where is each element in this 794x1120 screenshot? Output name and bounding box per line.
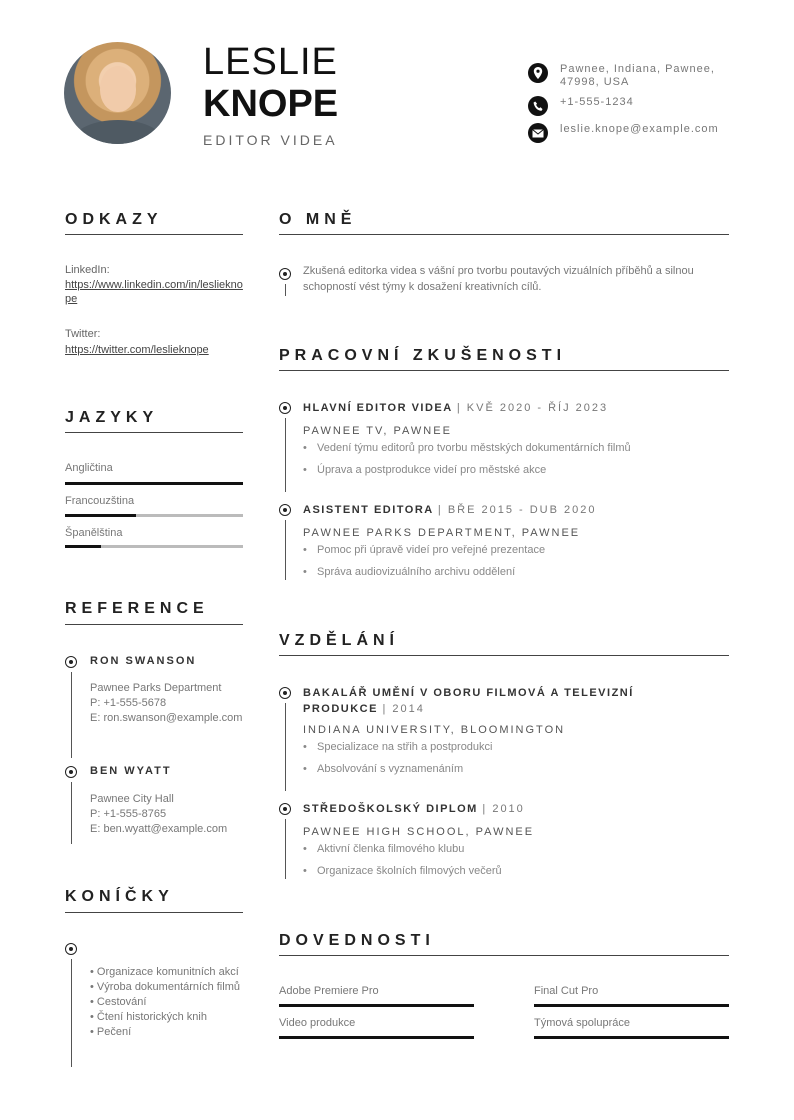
language-level-bar: [65, 482, 243, 485]
education-bullet: • Specializace na střih a postprodukci: [303, 741, 493, 753]
language-name: Angličtina: [65, 462, 113, 474]
reference-phone: P: +1-555-5678: [90, 697, 167, 709]
hobby-item: • Výroba dokumentárních filmů: [90, 981, 240, 993]
hobbies-divider: [65, 912, 243, 913]
contact-email: [528, 123, 730, 143]
job-role: HLAVNÍ EDITOR VIDEA: [303, 402, 453, 414]
timeline-dot-icon: [279, 687, 291, 699]
phone-text: +1-555-1234: [560, 96, 634, 108]
experience-divider: [279, 370, 729, 371]
links-heading: ODKAZY: [65, 211, 163, 228]
linkedin-label: LinkedIn:: [65, 264, 110, 276]
avatar-face: [100, 66, 136, 112]
first-name: LESLIE: [203, 41, 338, 83]
skills-divider: [279, 955, 729, 956]
hobby-item: • Organizace komunitních akcí: [90, 966, 239, 978]
timeline-dot-icon: [279, 504, 291, 516]
language-level-bar: [65, 514, 243, 517]
education-entry-title: [303, 801, 723, 817]
degree-name: BAKALÁŘ UMĚNÍ V OBORU FILMOVÁ A TELEVIZNÍ PRODUKCE: [303, 687, 634, 715]
avatar-shoulders: [74, 120, 162, 144]
job-bullet: • Úprava a postprodukce videí pro městské akce: [303, 464, 547, 476]
language-level-fill: [65, 482, 243, 485]
job-entry-title: [303, 502, 723, 518]
avatar: [64, 42, 171, 144]
phone-icon: [528, 96, 548, 116]
about-heading: O MNĚ: [279, 211, 357, 228]
job-organization: PAWNEE PARKS DEPARTMENT, PAWNEE: [303, 527, 581, 539]
timeline-line: [71, 959, 72, 1067]
location-pin-icon: [528, 63, 548, 83]
education-institution: INDIANA UNIVERSITY, BLOOMINGTON: [303, 724, 566, 736]
language-name: Španělština: [65, 527, 123, 539]
about-divider: [279, 234, 729, 235]
education-bullet: • Absolvování s vyznamenáním: [303, 763, 464, 775]
experience-heading: PRACOVNÍ ZKUŠENOSTI: [279, 347, 567, 364]
twitter-link[interactable]: https://twitter.com/leslieknope: [65, 344, 209, 356]
education-bullet: • Aktivní členka filmového klubu: [303, 843, 465, 855]
email-text: leslie.knope@example.com: [560, 123, 719, 135]
hobbies-heading: KONÍČKY: [65, 888, 174, 905]
job-role: ASISTENT EDITORA: [303, 504, 434, 516]
education-bullet: • Organizace školních filmových večerů: [303, 865, 502, 877]
skill-bar: [279, 1004, 474, 1007]
timeline-line: [285, 284, 286, 296]
reference-name: BEN WYATT: [90, 765, 172, 777]
skill-name: Video produkce: [279, 1017, 356, 1029]
skill-bar: [534, 1004, 729, 1007]
hobby-item: • Čtení historických knih: [90, 1011, 207, 1023]
timeline-line: [71, 782, 72, 844]
references-heading: REFERENCE: [65, 600, 209, 617]
reference-org: Pawnee Parks Department: [90, 682, 222, 694]
skill-name: Final Cut Pro: [534, 985, 599, 997]
timeline-dot-icon: [279, 268, 291, 280]
twitter-label: Twitter:: [65, 328, 101, 340]
timeline-line: [71, 672, 72, 758]
languages-heading: JAZYKY: [65, 409, 159, 426]
reference-email: E: ron.swanson@example.com: [90, 712, 243, 724]
education-entry-title: [303, 685, 703, 717]
hobbies-list: [90, 965, 240, 1040]
job-date: | KVĚ 2020 - ŘÍJ 2023: [456, 402, 609, 414]
reference-name: RON SWANSON: [90, 655, 197, 667]
education-date: | 2014: [382, 703, 425, 715]
education-date: | 2010: [482, 803, 525, 815]
timeline-dot-icon: [65, 656, 77, 668]
references-divider: [65, 624, 243, 625]
job-bullet: • Pomoc při úpravě videí pro veřejné prezentace: [303, 544, 546, 556]
timeline-line: [285, 520, 286, 580]
hobby-item: • Pečení: [90, 1026, 132, 1038]
education-heading: VZDĚLÁNÍ: [279, 632, 399, 649]
hobby-item: • Cestování: [90, 996, 147, 1008]
links-divider: [65, 234, 243, 235]
degree-name: STŘEDOŠKOLSKÝ DIPLOM: [303, 803, 478, 815]
job-title: EDITOR VIDEA: [203, 132, 338, 148]
timeline-line: [285, 418, 286, 492]
language-level-fill: [65, 514, 136, 517]
job-date: | BŘE 2015 - DUB 2020: [437, 504, 597, 516]
languages-divider: [65, 432, 243, 433]
reference-org: Pawnee City Hall: [90, 793, 174, 805]
timeline-dot-icon: [65, 766, 77, 778]
language-level-bar: [65, 545, 243, 548]
job-organization: PAWNEE TV, PAWNEE: [303, 425, 452, 437]
skill-bar: [534, 1036, 729, 1039]
last-name: KNOPE: [203, 83, 339, 125]
about-text: Zkušená editorka videa s vášní pro tvorbu poutavých vizuálních příběhů a silnou schopností vést týmy k dosažení kreativních cílů.: [303, 265, 694, 293]
contact-phone: [528, 96, 730, 116]
language-level-fill: [65, 545, 101, 548]
timeline-dot-icon: [279, 402, 291, 414]
job-bullet: • Správa audiovizuálního archivu oddělení: [303, 566, 516, 578]
job-bullet: • Vedení týmu editorů pro tvorbu městských dokumentárních filmů: [303, 442, 631, 454]
skill-name: Adobe Premiere Pro: [279, 985, 379, 997]
contact-address: [528, 63, 730, 89]
skills-heading: DOVEDNOSTI: [279, 932, 435, 949]
timeline-dot-icon: [65, 943, 77, 955]
timeline-line: [285, 703, 286, 791]
education-divider: [279, 655, 729, 656]
linkedin-link[interactable]: https://www.linkedin.com/in/leslieknope: [65, 279, 243, 305]
reference-email: E: ben.wyatt@example.com: [90, 823, 228, 835]
timeline-dot-icon: [279, 803, 291, 815]
reference-phone: P: +1-555-8765: [90, 808, 167, 820]
address-text: Pawnee, Indiana, Pawnee, 47998, USA: [560, 63, 715, 88]
job-entry-title: [303, 400, 723, 416]
timeline-line: [285, 819, 286, 879]
envelope-icon: [528, 123, 548, 143]
skill-name: Týmová spolupráce: [534, 1017, 630, 1029]
skill-bar: [279, 1036, 474, 1039]
language-name: Francouzština: [65, 495, 135, 507]
education-institution: PAWNEE HIGH SCHOOL, PAWNEE: [303, 826, 535, 838]
